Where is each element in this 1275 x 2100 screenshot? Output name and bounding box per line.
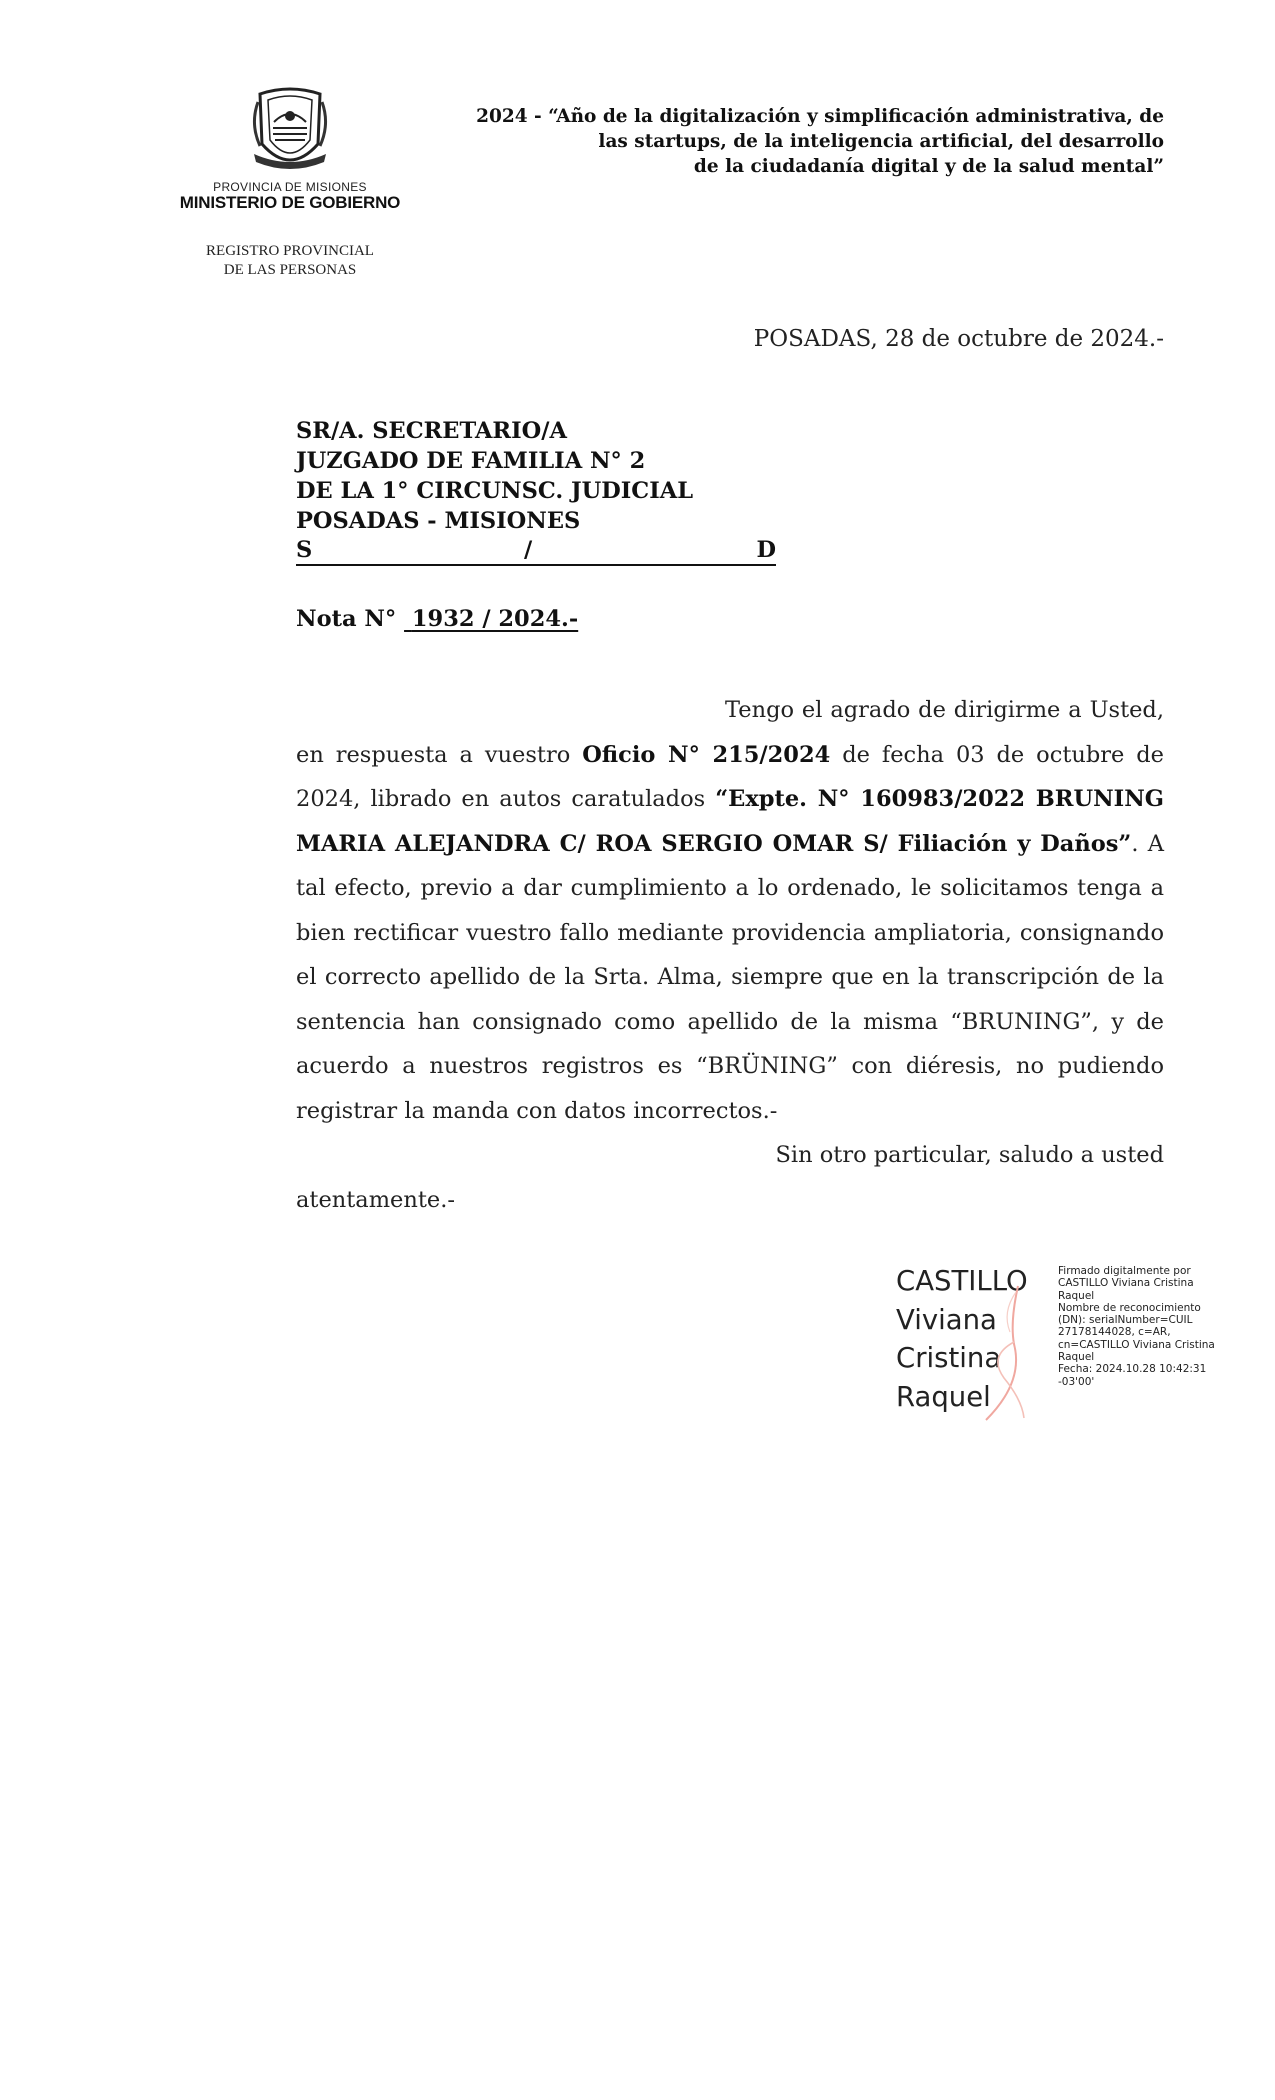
signer-name-line-2: Viviana bbox=[896, 1303, 997, 1336]
signer-name-line-1: CASTILLO bbox=[896, 1265, 1028, 1297]
oficio-reference: Oficio N° 215/2024 bbox=[582, 741, 831, 768]
sig-detail-line: CASTILLO Viviana Cristina bbox=[1058, 1277, 1194, 1290]
motto-line-1: 2024 - “Año de la digitalización y simplificación administrativa, de bbox=[476, 106, 1164, 127]
sig-detail-line: Nombre de reconocimiento bbox=[1058, 1301, 1201, 1314]
ministry-logo bbox=[170, 84, 410, 213]
sd-left: S bbox=[296, 537, 313, 563]
closing-line-1: Sin otro particular, saludo a usted bbox=[775, 1142, 1164, 1168]
closing-line-2: atentamente.- bbox=[296, 1186, 455, 1213]
recipient-line-1: SR/A. SECRETARIO/A bbox=[296, 418, 567, 444]
sig-detail-line: 27178144028, c=AR, bbox=[1058, 1326, 1171, 1339]
sig-detail-line: Raquel bbox=[1058, 1289, 1095, 1302]
sd-line bbox=[296, 536, 776, 566]
note-label: Nota N° bbox=[296, 606, 397, 632]
registry-line-2: DE LAS PERSONAS bbox=[223, 262, 357, 278]
sig-detail-line: (DN): serialNumber=CUIL bbox=[1058, 1314, 1193, 1327]
recipient-line-3: DE LA 1° CIRCUNSC. JUDICIAL bbox=[296, 478, 694, 504]
sig-detail-line: -03'00' bbox=[1058, 1375, 1095, 1388]
letter-date: POSADAS, 28 de octubre de 2024.- bbox=[753, 326, 1164, 352]
year-motto bbox=[404, 104, 1164, 179]
signature-watermark-icon bbox=[980, 1282, 1030, 1422]
sig-detail-line: cn=CASTILLO Viviana Cristina bbox=[1058, 1338, 1215, 1351]
sig-detail-line: Firmado digitalmente por bbox=[1058, 1265, 1191, 1277]
sd-right: D bbox=[756, 537, 776, 563]
sig-detail-line: Fecha: 2024.10.28 10:42:31 bbox=[1058, 1363, 1207, 1376]
logo-province-text: PROVINCIA DE MISIONES bbox=[213, 180, 367, 194]
registry-name bbox=[170, 242, 410, 280]
signer-name-line-4: Raquel bbox=[896, 1380, 991, 1413]
recipient-line-2: JUZGADO DE FAMILIA N° 2 bbox=[296, 448, 646, 474]
logo-ministry-text: MINISTERIO DE GOBIERNO bbox=[179, 193, 401, 212]
motto-line-3: de la ciudadanía digital y de la salud mental” bbox=[693, 156, 1164, 177]
body-paragraph: Tengo el agrado de dirigirme a Usted, en respuesta a vuestro Oficio N° 215/2024 de fecha 03 de octubre de 2024, librado en autos caratulados “Expte. N° 160983/2022 BRUNING MARIA ALEJANDRA C/ ROA SERGIO OMAR S/ Filiación y Daños”. A tal efecto, previo a dar cumplimiento a lo ordenado, le solicitamos tenga a bien rectificar vuestro fallo mediante providencia ampliatoria, consignando el correcto apellido de la Srta. Alma, siempre que en la transcripción de la sentencia han consignado como apellido de la misma “BRUNING”, y de acuerdo a nuestros registros es “BRÜNING” con diéresis, no pudiendo registrar la manda con datos incorrectos.- bbox=[296, 697, 1165, 1124]
case-reference: “Expte. N° 160983/2022 BRUNING MARIA ALEJANDRA C/ ROA SERGIO OMAR S/ Filiación y Daños” bbox=[296, 786, 1164, 857]
recipient-line-4: POSADAS - MISIONES bbox=[296, 508, 581, 534]
signature-details bbox=[1058, 1265, 1228, 1388]
note-value: 1932 / 2024.- bbox=[411, 606, 579, 632]
provincial-seal-icon bbox=[240, 84, 340, 176]
signer-name-line-3: Cristina bbox=[896, 1342, 1002, 1374]
letter-body bbox=[296, 688, 1164, 1222]
sig-detail-line: Raquel bbox=[1058, 1351, 1095, 1364]
sd-mid: / bbox=[524, 537, 533, 563]
recipient-block bbox=[296, 416, 776, 566]
motto-line-2: las startups, de la inteligencia artificial, del desarrollo bbox=[598, 131, 1164, 152]
note-number bbox=[296, 606, 578, 632]
registry-line-1: REGISTRO PROVINCIAL bbox=[206, 243, 374, 259]
